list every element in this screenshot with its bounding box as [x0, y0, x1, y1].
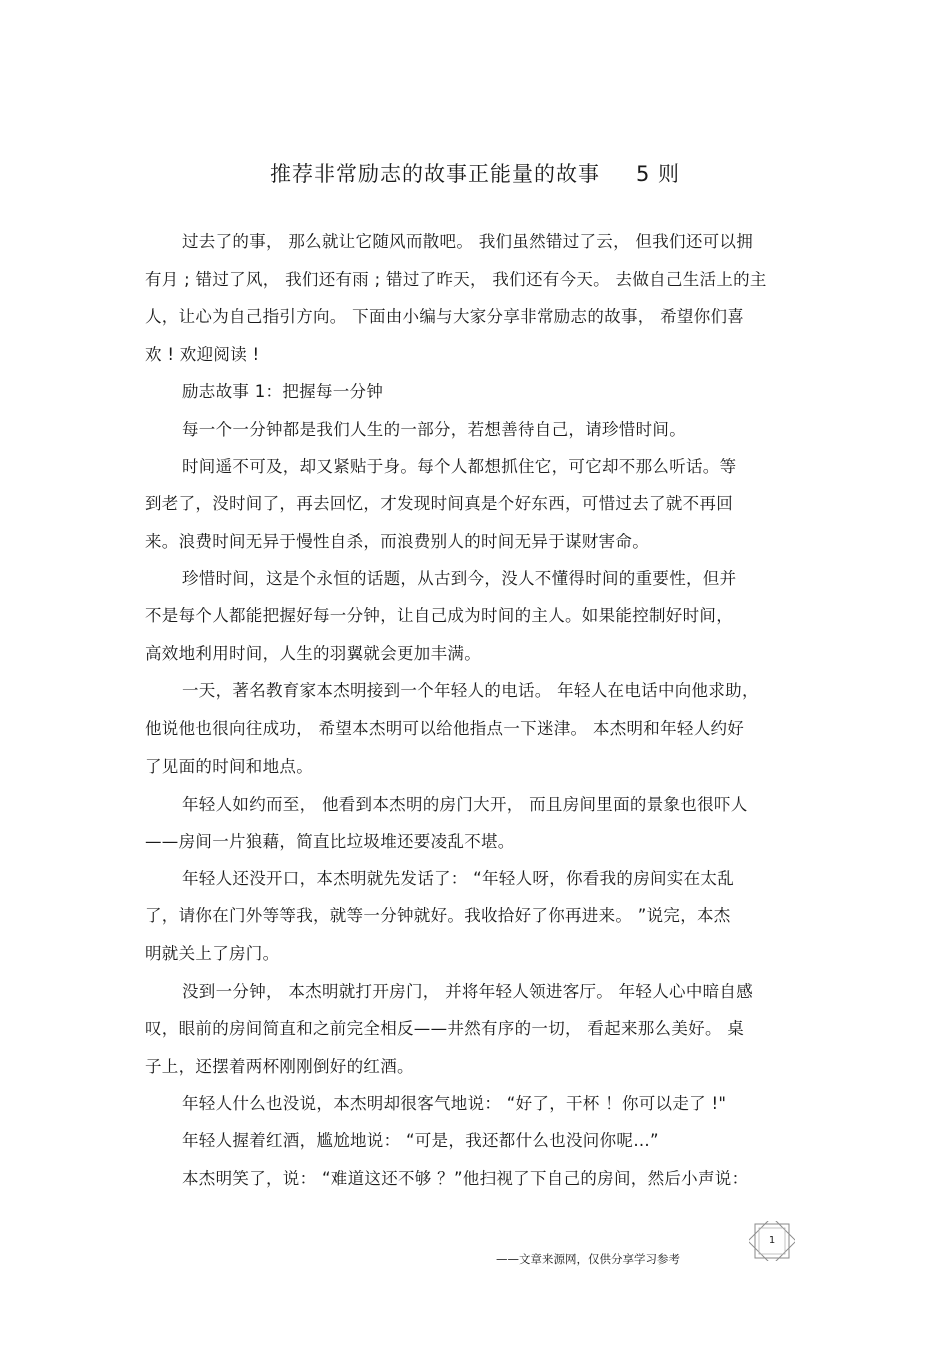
body-line: 欢 ! 欢迎阅读 !: [145, 345, 260, 364]
body-line: 年轻人还没开口，本杰明就先发话了： “年轻人呀，你看我的房间实在太乱: [182, 869, 734, 888]
body-line: ——房间一片狼藉，简直比垃圾堆还要凌乱不堪。: [145, 832, 515, 851]
body-line: 了，请你在门外等等我，就等一分钟就好。我收拾好了你再进来。 ”说完，本杰: [145, 906, 731, 925]
body-line: 年轻人如约而至， 他看到本杰明的房门大开， 而且房间里面的景象也很吓人: [182, 795, 748, 814]
title-count: 5 则: [635, 162, 681, 186]
body-line: 人，让心为自己指引方向。 下面由小编与大家分享非常励志的故事， 希望你们喜: [145, 307, 745, 326]
page-title: [0, 158, 950, 188]
body-line: 没到一分钟， 本杰明就打开房门， 并将年轻人领进客厅。 年轻人心中暗自感: [182, 982, 754, 1001]
body-line: 子上，还摆着两杯刚刚倒好的红酒。: [145, 1057, 414, 1076]
body-line: 一天，著名教育家本杰明接到一个年轻人的电话。 年轻人在电话中向他求助，: [182, 681, 759, 700]
body-line: 到老了，没时间了，再去回忆，才发现时间真是个好东西，可惜过去了就不再回: [145, 494, 733, 513]
body-line: 时间遥不可及，却又紧贴于身。每个人都想抓住它，可它却不那么听话。等: [182, 457, 737, 476]
page-number-badge: [749, 1221, 795, 1261]
body-line: 每一个一分钟都是我们人生的一部分，若想善待自己，请珍惜时间。: [182, 420, 686, 439]
body-line: 高效地利用时间，人生的羽翼就会更加丰满。: [145, 644, 481, 663]
body-line: 叹，眼前的房间简直和之前完全相反——井然有序的一切， 看起来那么美好。 桌: [145, 1019, 745, 1038]
page-number: 1: [768, 1235, 776, 1246]
footer-source-note: ——文章来源网，仅供分享学习参考: [496, 1252, 680, 1266]
body-line: 本杰明笑了，说： “难道这还不够 ？”他扫视了下自己的房间，然后小声说：: [182, 1169, 749, 1188]
body-line: 了见面的时间和地点。: [145, 757, 313, 776]
body-line: 来。浪费时间无异于慢性自杀，而浪费别人的时间无异于谋财害命。: [145, 532, 649, 551]
body-line: 明就关上了房门。: [145, 944, 280, 963]
body-line: 过去了的事， 那么就让它随风而散吧。 我们虽然错过了云， 但我们还可以拥: [182, 232, 754, 251]
body-line: 珍惜时间，这是个永恒的话题，从古到今，没人不懂得时间的重要性，但并: [182, 569, 737, 588]
section-heading: 励志故事 1：把握每一分钟: [182, 382, 384, 401]
body-line: 有月 ; 错过了风， 我们还有雨 ; 错过了昨天， 我们还有今天。 去做自己生活上的主: [145, 270, 767, 289]
body-line: 年轻人什么也没说，本杰明却很客气地说： “好了，干杯 ！你可以走了 !": [182, 1094, 727, 1113]
body-line: 年轻人握着红酒，尴尬地说： “可是，我还都什么也没问你呢…”: [182, 1131, 659, 1150]
body-line: 他说他也很向往成功， 希望本杰明可以给他指点一下迷津。 本杰明和年轻人约好: [145, 719, 745, 738]
title-text: 推荐非常励志的故事正能量的故事: [269, 162, 600, 186]
body-line: 不是每个人都能把握好每一分钟，让自己成为时间的主人。如果能控制好时间，: [145, 606, 733, 625]
